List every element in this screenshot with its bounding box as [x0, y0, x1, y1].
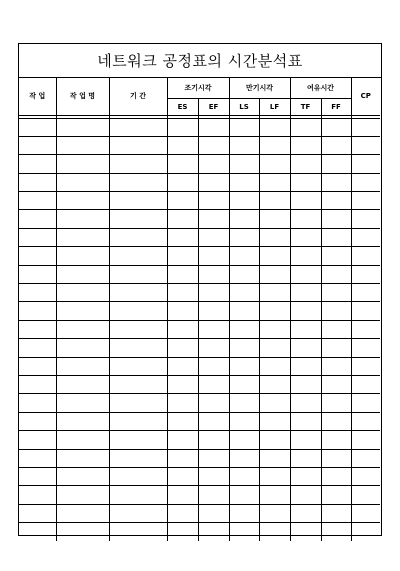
cell-ls[interactable] — [229, 173, 259, 191]
cell-ef[interactable] — [198, 228, 229, 246]
cell-task-name[interactable] — [56, 449, 109, 467]
cell-tf[interactable] — [290, 265, 321, 283]
cell-ls[interactable] — [229, 375, 259, 393]
cell-es[interactable] — [167, 467, 198, 485]
cell-ef[interactable] — [198, 192, 229, 210]
table-row — [19, 375, 380, 393]
table-row — [19, 192, 380, 210]
cell-ff[interactable] — [321, 210, 351, 228]
cell-tf[interactable] — [290, 173, 321, 191]
cell-lf[interactable] — [259, 394, 290, 412]
cell-cp[interactable] — [351, 394, 380, 412]
document-title: 네트워크 공정표의 시간분석표 — [19, 44, 381, 78]
cell-tf[interactable] — [290, 394, 321, 412]
cell-duration[interactable] — [109, 118, 167, 136]
cell-ef[interactable] — [198, 449, 229, 467]
header-ef: EF — [198, 98, 229, 115]
cell-cp[interactable] — [351, 210, 380, 228]
cell-ff[interactable] — [321, 118, 351, 136]
cell-task[interactable] — [19, 431, 56, 449]
cell-ef[interactable] — [198, 247, 229, 265]
cell-ls[interactable] — [229, 118, 259, 136]
cell-ff[interactable] — [321, 247, 351, 265]
table-row — [19, 265, 380, 283]
cell-ls[interactable] — [229, 523, 259, 541]
cell-ff[interactable] — [321, 431, 351, 449]
cell-cp[interactable] — [351, 118, 380, 136]
cell-es[interactable] — [167, 136, 198, 154]
cell-ef[interactable] — [198, 265, 229, 283]
cell-tf[interactable] — [290, 523, 321, 541]
cell-cp[interactable] — [351, 302, 380, 320]
cell-ef[interactable] — [198, 375, 229, 393]
cell-es[interactable] — [167, 412, 198, 430]
cell-duration[interactable] — [109, 412, 167, 430]
cell-duration[interactable] — [109, 320, 167, 338]
cell-ls[interactable] — [229, 449, 259, 467]
cell-task-name[interactable] — [56, 155, 109, 173]
cell-cp[interactable] — [351, 504, 380, 522]
cell-tf[interactable] — [290, 247, 321, 265]
table-row — [19, 210, 380, 228]
cell-duration[interactable] — [109, 449, 167, 467]
cell-lf[interactable] — [259, 320, 290, 338]
cell-ff[interactable] — [321, 467, 351, 485]
cell-tf[interactable] — [290, 375, 321, 393]
cell-duration[interactable] — [109, 302, 167, 320]
table-row — [19, 136, 380, 154]
cell-lf[interactable] — [259, 228, 290, 246]
cell-task-name[interactable] — [56, 118, 109, 136]
cell-ef[interactable] — [198, 357, 229, 375]
table-row — [19, 467, 380, 485]
cell-duration[interactable] — [109, 357, 167, 375]
cell-task-name[interactable] — [56, 136, 109, 154]
cell-task[interactable] — [19, 173, 56, 191]
cell-tf[interactable] — [290, 486, 321, 504]
cell-ef[interactable] — [198, 210, 229, 228]
cell-lf[interactable] — [259, 357, 290, 375]
cell-lf[interactable] — [259, 155, 290, 173]
cell-lf[interactable] — [259, 247, 290, 265]
cell-cp[interactable] — [351, 247, 380, 265]
cell-lf[interactable] — [259, 192, 290, 210]
cell-task-name[interactable] — [56, 173, 109, 191]
cell-ef[interactable] — [198, 284, 229, 302]
cell-cp[interactable] — [351, 412, 380, 430]
cell-task-name[interactable] — [56, 504, 109, 522]
cell-task[interactable] — [19, 247, 56, 265]
cell-es[interactable] — [167, 339, 198, 357]
cell-ef[interactable] — [198, 173, 229, 191]
cell-cp[interactable] — [351, 173, 380, 191]
cell-task[interactable] — [19, 449, 56, 467]
cell-tf[interactable] — [290, 412, 321, 430]
header-float-time: 여유시간 — [290, 78, 351, 98]
cell-duration[interactable] — [109, 192, 167, 210]
cell-cp[interactable] — [351, 357, 380, 375]
cell-duration[interactable] — [109, 173, 167, 191]
cell-task-name[interactable] — [56, 320, 109, 338]
cell-tf[interactable] — [290, 320, 321, 338]
cell-ff[interactable] — [321, 504, 351, 522]
cell-es[interactable] — [167, 486, 198, 504]
cell-ef[interactable] — [198, 412, 229, 430]
cell-ls[interactable] — [229, 320, 259, 338]
table-row — [19, 357, 380, 375]
table-row — [19, 412, 380, 430]
cell-ef[interactable] — [198, 523, 229, 541]
cell-ff[interactable] — [321, 486, 351, 504]
cell-tf[interactable] — [290, 118, 321, 136]
cell-es[interactable] — [167, 228, 198, 246]
table-row — [19, 394, 380, 412]
cell-task[interactable] — [19, 412, 56, 430]
cell-ef[interactable] — [198, 431, 229, 449]
cell-es[interactable] — [167, 357, 198, 375]
cell-cp[interactable] — [351, 449, 380, 467]
cell-ff[interactable] — [321, 449, 351, 467]
table-row — [19, 228, 380, 246]
cell-lf[interactable] — [259, 375, 290, 393]
header-lf: LF — [259, 98, 290, 115]
cell-cp[interactable] — [351, 523, 380, 541]
cell-lf[interactable] — [259, 467, 290, 485]
cell-cp[interactable] — [351, 136, 380, 154]
cell-duration[interactable] — [109, 523, 167, 541]
cell-task[interactable] — [19, 228, 56, 246]
cell-ef[interactable] — [198, 504, 229, 522]
cell-ls[interactable] — [229, 412, 259, 430]
cell-duration[interactable] — [109, 431, 167, 449]
cell-ef[interactable] — [198, 136, 229, 154]
cell-task-name[interactable] — [56, 523, 109, 541]
cell-task[interactable] — [19, 302, 56, 320]
cell-es[interactable] — [167, 155, 198, 173]
cell-es[interactable] — [167, 173, 198, 191]
header-tf: TF — [290, 98, 321, 115]
cell-lf[interactable] — [259, 523, 290, 541]
cell-cp[interactable] — [351, 431, 380, 449]
cell-task-name[interactable] — [56, 192, 109, 210]
cell-ef[interactable] — [198, 118, 229, 136]
cell-task-name[interactable] — [56, 228, 109, 246]
cell-task[interactable] — [19, 265, 56, 283]
cell-ls[interactable] — [229, 467, 259, 485]
cell-lf[interactable] — [259, 449, 290, 467]
cell-es[interactable] — [167, 431, 198, 449]
cell-ff[interactable] — [321, 155, 351, 173]
cell-cp[interactable] — [351, 339, 380, 357]
cell-es[interactable] — [167, 247, 198, 265]
cell-duration[interactable] — [109, 228, 167, 246]
cell-tf[interactable] — [290, 228, 321, 246]
cell-ff[interactable] — [321, 192, 351, 210]
cell-ff[interactable] — [321, 265, 351, 283]
header-es: ES — [167, 98, 198, 115]
header-duration: 기 간 — [109, 78, 167, 115]
cell-tf[interactable] — [290, 302, 321, 320]
cell-tf[interactable] — [290, 155, 321, 173]
cell-ff[interactable] — [321, 412, 351, 430]
cell-cp[interactable] — [351, 284, 380, 302]
cell-duration[interactable] — [109, 136, 167, 154]
cell-cp[interactable] — [351, 265, 380, 283]
cell-tf[interactable] — [290, 357, 321, 375]
cell-ls[interactable] — [229, 431, 259, 449]
cell-ff[interactable] — [321, 357, 351, 375]
cell-ff[interactable] — [321, 136, 351, 154]
cell-lf[interactable] — [259, 265, 290, 283]
cell-ls[interactable] — [229, 339, 259, 357]
cell-task[interactable] — [19, 523, 56, 541]
cell-task-name[interactable] — [56, 467, 109, 485]
table-row — [19, 247, 380, 265]
cell-tf[interactable] — [290, 210, 321, 228]
cell-task[interactable] — [19, 155, 56, 173]
cell-ls[interactable] — [229, 155, 259, 173]
cell-ls[interactable] — [229, 504, 259, 522]
cell-task-name[interactable] — [56, 247, 109, 265]
cell-lf[interactable] — [259, 431, 290, 449]
table-row — [19, 504, 380, 522]
cell-lf[interactable] — [259, 210, 290, 228]
cell-task[interactable] — [19, 320, 56, 338]
cell-task-name[interactable] — [56, 284, 109, 302]
cell-cp[interactable] — [351, 486, 380, 504]
cell-ef[interactable] — [198, 394, 229, 412]
cell-es[interactable] — [167, 449, 198, 467]
cell-lf[interactable] — [259, 339, 290, 357]
cell-ff[interactable] — [321, 375, 351, 393]
cell-ls[interactable] — [229, 284, 259, 302]
time-analysis-table — [19, 78, 380, 541]
cell-ls[interactable] — [229, 265, 259, 283]
cell-ff[interactable] — [321, 173, 351, 191]
cell-task-name[interactable] — [56, 339, 109, 357]
cell-es[interactable] — [167, 265, 198, 283]
cell-lf[interactable] — [259, 118, 290, 136]
cell-tf[interactable] — [290, 339, 321, 357]
cell-tf[interactable] — [290, 431, 321, 449]
cell-ef[interactable] — [198, 339, 229, 357]
cell-task-name[interactable] — [56, 265, 109, 283]
table-row — [19, 155, 380, 173]
cell-es[interactable] — [167, 118, 198, 136]
cell-task[interactable] — [19, 375, 56, 393]
cell-cp[interactable] — [351, 467, 380, 485]
cell-cp[interactable] — [351, 192, 380, 210]
cell-task-name[interactable] — [56, 486, 109, 504]
header-ff: FF — [321, 98, 351, 115]
cell-cp[interactable] — [351, 228, 380, 246]
table-row — [19, 523, 380, 541]
cell-es[interactable] — [167, 320, 198, 338]
cell-cp[interactable] — [351, 320, 380, 338]
cell-ff[interactable] — [321, 320, 351, 338]
cell-task-name[interactable] — [56, 412, 109, 430]
cell-duration[interactable] — [109, 155, 167, 173]
cell-ef[interactable] — [198, 320, 229, 338]
cell-es[interactable] — [167, 523, 198, 541]
cell-task-name[interactable] — [56, 210, 109, 228]
cell-lf[interactable] — [259, 412, 290, 430]
table-row — [19, 118, 380, 136]
cell-duration[interactable] — [109, 339, 167, 357]
cell-lf[interactable] — [259, 136, 290, 154]
cell-task[interactable] — [19, 504, 56, 522]
cell-duration[interactable] — [109, 394, 167, 412]
cell-ls[interactable] — [229, 486, 259, 504]
header-ls: LS — [229, 98, 259, 115]
header-task-name: 작 업 명 — [56, 78, 109, 115]
cell-ef[interactable] — [198, 302, 229, 320]
cell-ff[interactable] — [321, 339, 351, 357]
cell-ef[interactable] — [198, 467, 229, 485]
time-analysis-sheet — [18, 43, 382, 536]
header-late-time: 만기시각 — [229, 78, 290, 98]
header-task: 작 업 — [19, 78, 56, 115]
table-row — [19, 320, 380, 338]
cell-tf[interactable] — [290, 504, 321, 522]
cell-lf[interactable] — [259, 302, 290, 320]
table-row — [19, 302, 380, 320]
cell-task-name[interactable] — [56, 357, 109, 375]
cell-duration[interactable] — [109, 504, 167, 522]
cell-ef[interactable] — [198, 155, 229, 173]
header-cp: CP — [351, 78, 380, 115]
cell-task[interactable] — [19, 136, 56, 154]
cell-es[interactable] — [167, 210, 198, 228]
cell-ls[interactable] — [229, 302, 259, 320]
cell-task[interactable] — [19, 357, 56, 375]
cell-task[interactable] — [19, 394, 56, 412]
cell-lf[interactable] — [259, 173, 290, 191]
cell-duration[interactable] — [109, 284, 167, 302]
table-body — [19, 115, 380, 541]
cell-es[interactable] — [167, 302, 198, 320]
cell-ff[interactable] — [321, 228, 351, 246]
table-row — [19, 339, 380, 357]
cell-duration[interactable] — [109, 375, 167, 393]
cell-tf[interactable] — [290, 449, 321, 467]
cell-duration[interactable] — [109, 467, 167, 485]
cell-ff[interactable] — [321, 523, 351, 541]
cell-tf[interactable] — [290, 192, 321, 210]
cell-es[interactable] — [167, 394, 198, 412]
cell-duration[interactable] — [109, 486, 167, 504]
header-early-time: 조기시각 — [167, 78, 229, 98]
cell-ls[interactable] — [229, 192, 259, 210]
cell-task[interactable] — [19, 118, 56, 136]
cell-lf[interactable] — [259, 284, 290, 302]
cell-es[interactable] — [167, 284, 198, 302]
cell-ls[interactable] — [229, 228, 259, 246]
cell-ff[interactable] — [321, 284, 351, 302]
table-row — [19, 173, 380, 191]
cell-task[interactable] — [19, 339, 56, 357]
cell-task-name[interactable] — [56, 394, 109, 412]
cell-ff[interactable] — [321, 394, 351, 412]
cell-cp[interactable] — [351, 155, 380, 173]
cell-ls[interactable] — [229, 136, 259, 154]
cell-task[interactable] — [19, 192, 56, 210]
cell-es[interactable] — [167, 504, 198, 522]
cell-tf[interactable] — [290, 467, 321, 485]
cell-task[interactable] — [19, 284, 56, 302]
cell-ls[interactable] — [229, 394, 259, 412]
cell-task[interactable] — [19, 486, 56, 504]
cell-ls[interactable] — [229, 247, 259, 265]
cell-duration[interactable] — [109, 247, 167, 265]
cell-task-name[interactable] — [56, 431, 109, 449]
cell-tf[interactable] — [290, 136, 321, 154]
table-row — [19, 486, 380, 504]
cell-lf[interactable] — [259, 486, 290, 504]
table-row — [19, 449, 380, 467]
cell-ls[interactable] — [229, 210, 259, 228]
cell-task[interactable] — [19, 210, 56, 228]
cell-ff[interactable] — [321, 302, 351, 320]
table-row — [19, 284, 380, 302]
table-row — [19, 431, 380, 449]
cell-duration[interactable] — [109, 265, 167, 283]
cell-ef[interactable] — [198, 486, 229, 504]
cell-es[interactable] — [167, 192, 198, 210]
cell-cp[interactable] — [351, 375, 380, 393]
cell-task-name[interactable] — [56, 375, 109, 393]
cell-task-name[interactable] — [56, 302, 109, 320]
cell-task[interactable] — [19, 467, 56, 485]
cell-duration[interactable] — [109, 210, 167, 228]
cell-lf[interactable] — [259, 504, 290, 522]
cell-ls[interactable] — [229, 357, 259, 375]
cell-es[interactable] — [167, 375, 198, 393]
cell-tf[interactable] — [290, 284, 321, 302]
